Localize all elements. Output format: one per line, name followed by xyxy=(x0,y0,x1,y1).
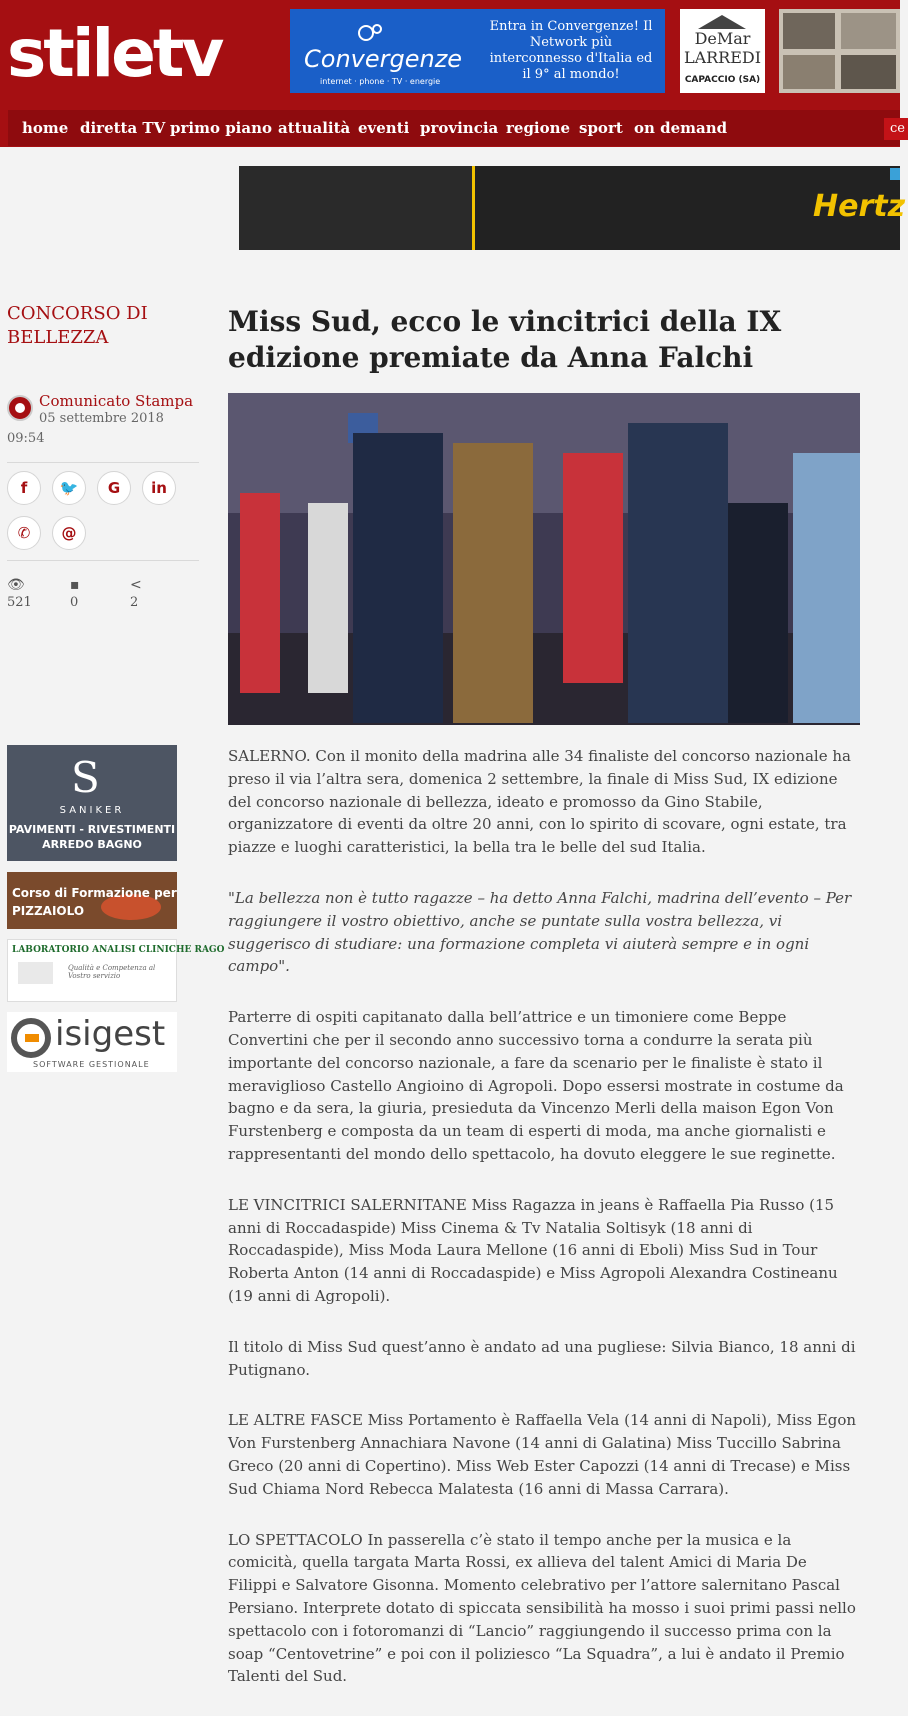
interior-photo-tile xyxy=(841,13,896,49)
lab-ad-tagline: Qualità e Competenza al Vostro servizio xyxy=(68,964,156,980)
demar-brand: DeMar LARREDI xyxy=(683,29,762,67)
main-nav xyxy=(8,110,905,146)
hertz-banner-ad[interactable] xyxy=(239,166,906,250)
saniker-line2: ARREDO BAGNO xyxy=(42,838,142,851)
site-logo[interactable]: stiletv xyxy=(7,15,222,92)
lab-ad-title: LABORATORIO ANALISI CLINICHE RAGO xyxy=(12,945,225,955)
hertz-logo: Hertz xyxy=(813,189,906,224)
nav-item-provincia[interactable]: provincia xyxy=(420,119,499,137)
interior-photo-tile xyxy=(783,13,835,49)
google-share-button[interactable]: G xyxy=(97,471,131,505)
article-paragraph: LE VINCITRICI SALERNITANE Miss Ragazza in jeans è Raffaella Pia Russo (15 anni di Roccadaspide) Miss Cinema & Tv Natalia Soltisyk (18 anni di Roccadaspide), Miss Moda Laura Mellone (16 anni di Eboli) Miss Sud in Tour Roberta Anton (14 anni di Roccadaspide) e Miss Agropoli Alexandra Costineanu (19 anni di Agropoli). xyxy=(228,1195,838,1305)
interior-photo-tile xyxy=(841,55,896,89)
facebook-share-button[interactable]: f xyxy=(7,471,41,505)
pizza-ad-line2: PIZZAIOLO xyxy=(12,904,85,918)
article-paragraph: SALERNO. Con il monito della madrina alle 34 finaliste del concorso nazionale ha preso il via l’altra sera, domenica 2 settembre, la finale di Miss Sud, IX edizione del concorso nazionale di bellezza, ideato e promosso da Gino Stabile, organizzatore di eventi da oltre 20 anni, con lo spirito di scovare, ogni estate, tra piazze e luoghi caratteristici, la bella tra le belle del sud Italia. xyxy=(228,747,851,857)
article-title: Miss Sud, ecco le vincitrici della IX edizione premiate da Anna Falchi xyxy=(228,305,782,374)
comment-icon: ▪ xyxy=(70,577,80,593)
author-name[interactable]: Comunicato Stampa xyxy=(39,392,194,410)
article-quote: "La bellezza non è tutto ragazze – ha detto Anna Falchi, madrina dell’evento – Per raggiungere il vostro obiettivo, anche se puntate sulla vostra bellezza, vi suggerisco di studiare: una formazione completa vi aiuterà sempre e in ogni campo". xyxy=(228,888,852,976)
convergenze-tagline: internet · phone · TV · energie xyxy=(320,77,441,86)
comments-stat[interactable] xyxy=(70,577,110,610)
ad-info-icon[interactable] xyxy=(890,168,900,180)
linkedin-share-button[interactable]: in xyxy=(142,471,176,505)
eye-icon: 👁 xyxy=(7,577,25,593)
article-paragraph: Il titolo di Miss Sud quest’anno è andato ad una pugliese: Silvia Bianco, 18 anni di Putignano. xyxy=(228,1337,856,1379)
nav-item-sport[interactable]: sport xyxy=(579,119,623,137)
nav-item-eventi[interactable]: eventi xyxy=(358,119,410,137)
publish-date: 05 settembre 2018 xyxy=(39,411,164,426)
article-paragraph: LO SPETTACOLO In passerella c’è stato il tempo anche per la musica e la comicità, quella targata Marta Rossi, ex allieva del talent Amici di Maria De Filippi e Salvatore Gisonna. Momento celebrativo per l’attore salernitano Pascal Persiano. Interprete dotato di spiccata sensibilità ha mosso i suoi primi passi nello spettacolo con i fotoromanzi di “Lancio” raggiungendo il successo prima con la soap “Centovetrine” e poi con il poliziesco “La Squadra”, a lui è andato il Premio Talenti del Sud. xyxy=(228,1530,856,1686)
nav-item-attualita[interactable]: attualità xyxy=(278,119,351,137)
photo-illustration xyxy=(228,393,860,725)
share-icon: < xyxy=(130,577,142,593)
twitter-share-button[interactable]: 🐦 xyxy=(52,471,86,505)
nav-item-diretta-tv[interactable]: diretta TV xyxy=(80,119,166,137)
article-paragraph: LE ALTRE FASCE Miss Portamento è Raffaella Vela (14 anni di Napoli), Miss Egon Von Furstenberg Annachiara Navone (14 anni di Galatina) Miss Tuccillo Sabrina Greco (20 anni di Copertino). Miss Web Ester Capozzi (14 anni di Trecase) e Miss Sud Chiama Nord Rebecca Malatesta (16 anni di Massa Carrara). xyxy=(228,1411,857,1498)
divider xyxy=(7,560,199,561)
nav-item-on-demand[interactable]: on demand xyxy=(634,119,728,137)
saniker-logo: S xyxy=(71,753,100,802)
house-roof-icon xyxy=(698,15,746,29)
article-body xyxy=(228,745,858,1716)
chat-bubble-icon xyxy=(354,23,384,45)
demar-ad[interactable] xyxy=(680,9,765,93)
nav-item-regione[interactable]: regione xyxy=(506,119,571,137)
site-header xyxy=(0,0,905,147)
email-share-button[interactable]: @ xyxy=(52,516,86,550)
isigest-wordmark: isigest xyxy=(55,1014,166,1054)
banner-image xyxy=(239,166,475,250)
nav-item-cut[interactable]: ce xyxy=(884,118,908,140)
comments-count: 0 xyxy=(70,595,79,610)
saniker-line1: PAVIMENTI - RIVESTIMENTI xyxy=(8,823,176,836)
isigest-ad[interactable] xyxy=(7,1012,177,1072)
lab-badge xyxy=(18,962,53,984)
publish-time: 09:54 xyxy=(7,431,45,446)
pizza-ad-line1: Corso di Formazione per xyxy=(12,886,177,900)
isigest-subtitle: SOFTWARE GESTIONALE xyxy=(33,1060,150,1069)
author-avatar[interactable] xyxy=(7,395,33,421)
convergenze-ad[interactable] xyxy=(290,9,665,93)
interior-photo-ad[interactable] xyxy=(779,9,900,93)
views-count: 521 xyxy=(7,595,32,610)
shares-count: 2 xyxy=(130,595,139,610)
nav-item-home[interactable]: home xyxy=(22,119,69,137)
isigest-logo-icon xyxy=(11,1018,51,1058)
shares-stat[interactable] xyxy=(130,577,170,610)
interior-photo-tile xyxy=(783,55,835,89)
views-stat xyxy=(7,577,47,610)
whatsapp-share-button[interactable]: ✆ xyxy=(7,516,41,550)
saniker-ad[interactable] xyxy=(7,745,177,861)
convergenze-ad-text: Entra in Convergenze! Il Network più interconnesso d'Italia ed il 9° al mondo! xyxy=(489,19,653,82)
article-photo[interactable] xyxy=(228,393,860,725)
pizzaiolo-course-ad[interactable] xyxy=(7,872,177,929)
saniker-name: SANIKER xyxy=(59,805,125,816)
nav-item-primo-piano[interactable]: primo piano xyxy=(170,119,273,137)
demar-city: CAPACCIO (SA) xyxy=(684,75,761,85)
lab-analisi-ad[interactable] xyxy=(7,939,225,1002)
article-category[interactable]: CONCORSO DI BELLEZZA xyxy=(7,303,148,348)
convergenze-logo: Convergenze xyxy=(304,45,463,73)
article-paragraph: Parterre di ospiti capitanato dalla bell’attrice e un timoniere come Beppe Convertini che per il secondo anno successivo torna a condurre la serata più importante del concorso nazionale, a fare da scenario per le finaliste è stato il meraviglioso Castello Angioino di Agropoli. Dopo essersi mostrate in costume da bagno e da sera, la giuria, presieduta da Vincenzo Merli della maison Egon Von Furstenberg e composta da un team di esperti di moda, ma anche giornalisti e rappresentanti del mondo dello spettacolo, ha dovuto eleggere le sue reginette. xyxy=(228,1008,844,1163)
divider xyxy=(7,462,199,463)
